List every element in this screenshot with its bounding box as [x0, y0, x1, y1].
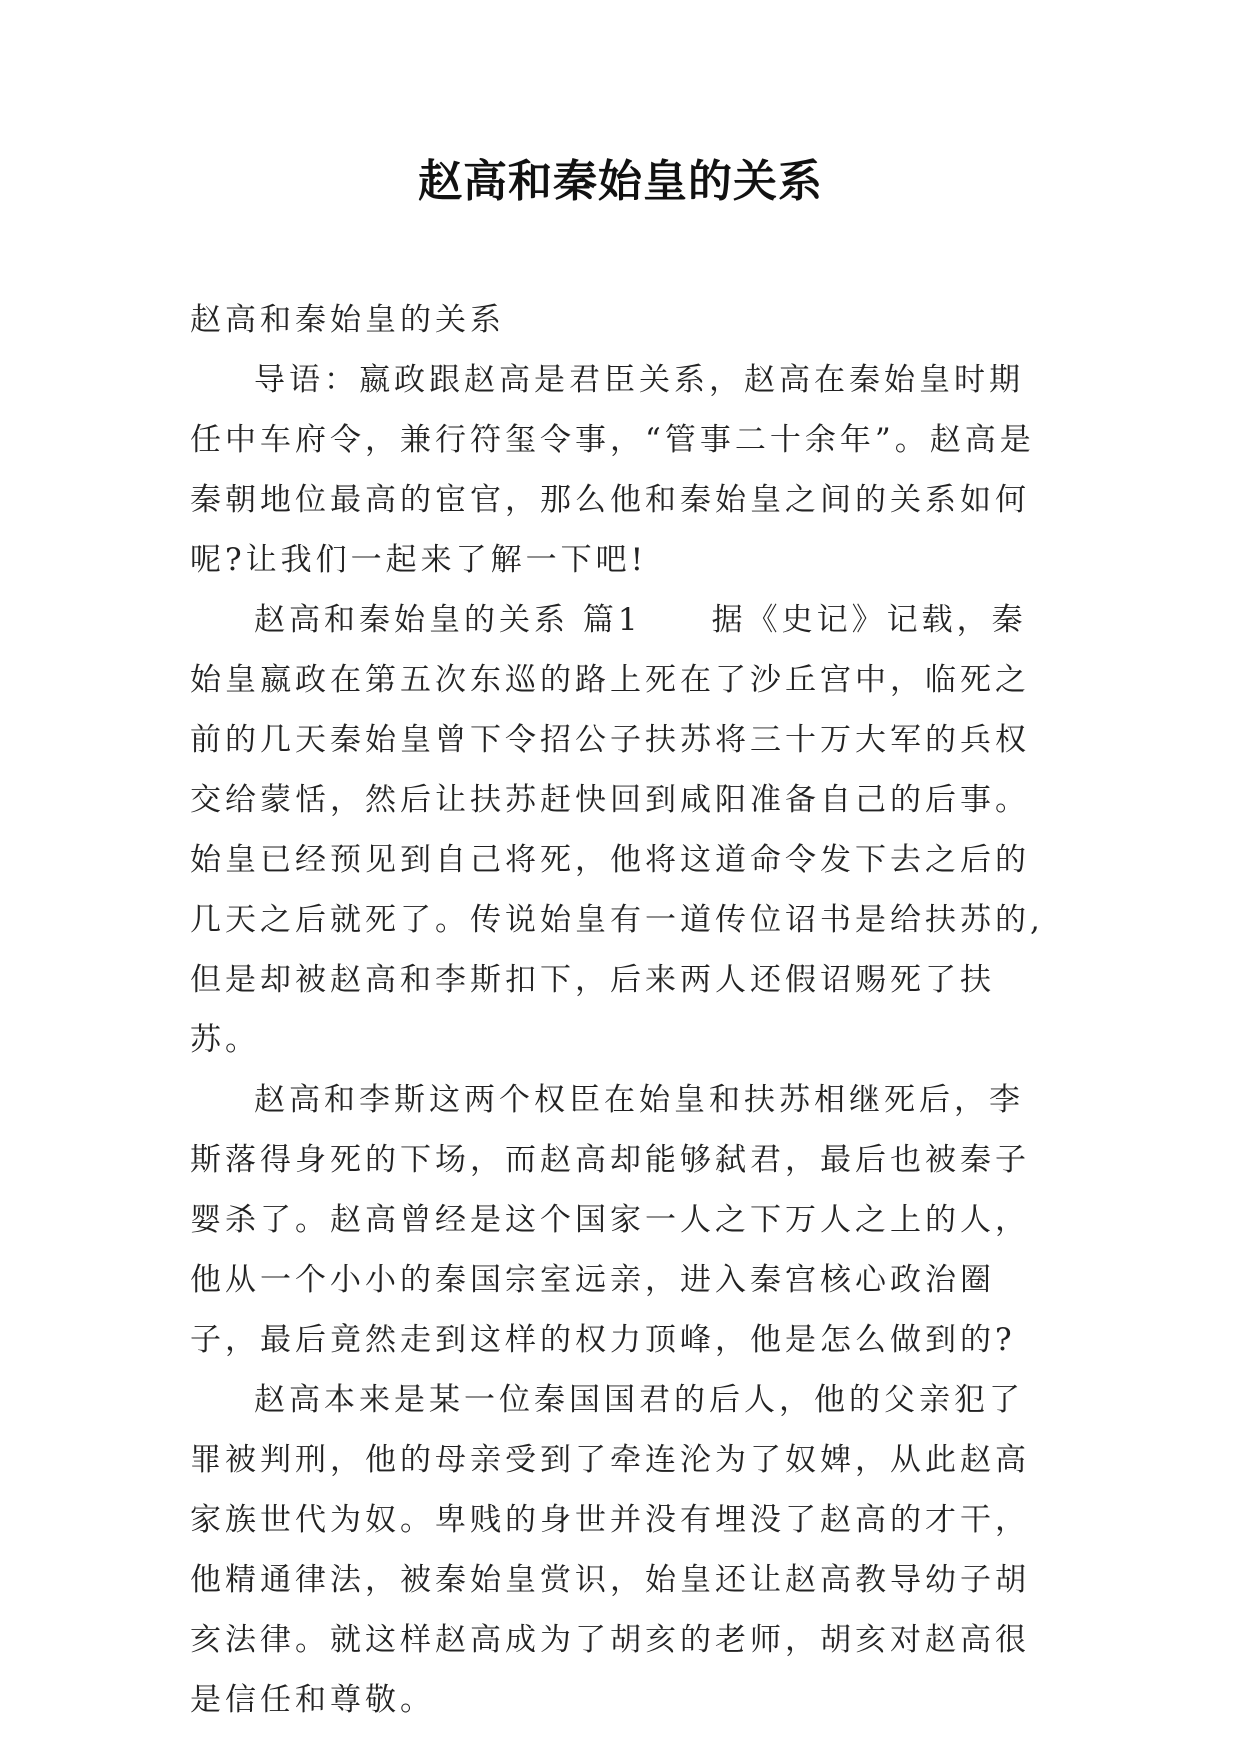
paragraph-origin: 赵高本来是某一位秦国国君的后人，他的父亲犯了罪被判刑，他的母亲受到了牵连沦为了奴婢，从此赵高家族世代为奴。卑贱的身世并没有埋没了赵高的才干，他精通律法，被秦始皇赏识，始皇还让赵高教导幼子胡亥法律。就这样赵高成为了胡亥的老师，胡亥对赵高很是信任和尊敬。 — [190, 1382, 1030, 1718]
paragraph-section-1: 赵高和秦始皇的关系 篇1 据《史记》记载，秦始皇嬴政在第五次东巡的路上死在了沙丘宫中，临死之前的几天秦始皇曾下令招公子扶苏将三十万大军的兵权交给蒙恬，然后让扶苏赶快回到咸阳准备自己的后事。始皇已经预见到自己将死，他将这道命令发下去之后的几天之后就死了。传说始皇有一道传位诏书是给扶苏的,但是却被赵高和李斯扣下，后来两人还假诏赐死了扶苏。 — [190, 602, 1044, 1058]
paragraph-li-si: 赵高和李斯这两个权臣在始皇和扶苏相继死后，李斯落得身死的下场，而赵高却能够弑君，最后也被秦子婴杀了。赵高曾经是这个国家一人之下万人之上的人，他从一个小小的秦国宗室远亲，进入秦宫核心政治圈子，最后竟然走到这样的权力顶峰，他是怎么做到的? — [190, 1082, 1030, 1358]
page-title: 赵高和秦始皇的关系 — [418, 156, 823, 207]
document-body — [190, 290, 1058, 1730]
document-subtitle: 赵高和秦始皇的关系 — [190, 302, 505, 338]
paragraph-intro: 导语：嬴政跟赵高是君臣关系，赵高在秦始皇时期任中车府令，兼行符玺令事，“管事二十余年”。赵高是秦朝地位最高的宦官，那么他和秦始皇之间的关系如何呢?让我们一起来了解一下吧! — [190, 362, 1035, 578]
